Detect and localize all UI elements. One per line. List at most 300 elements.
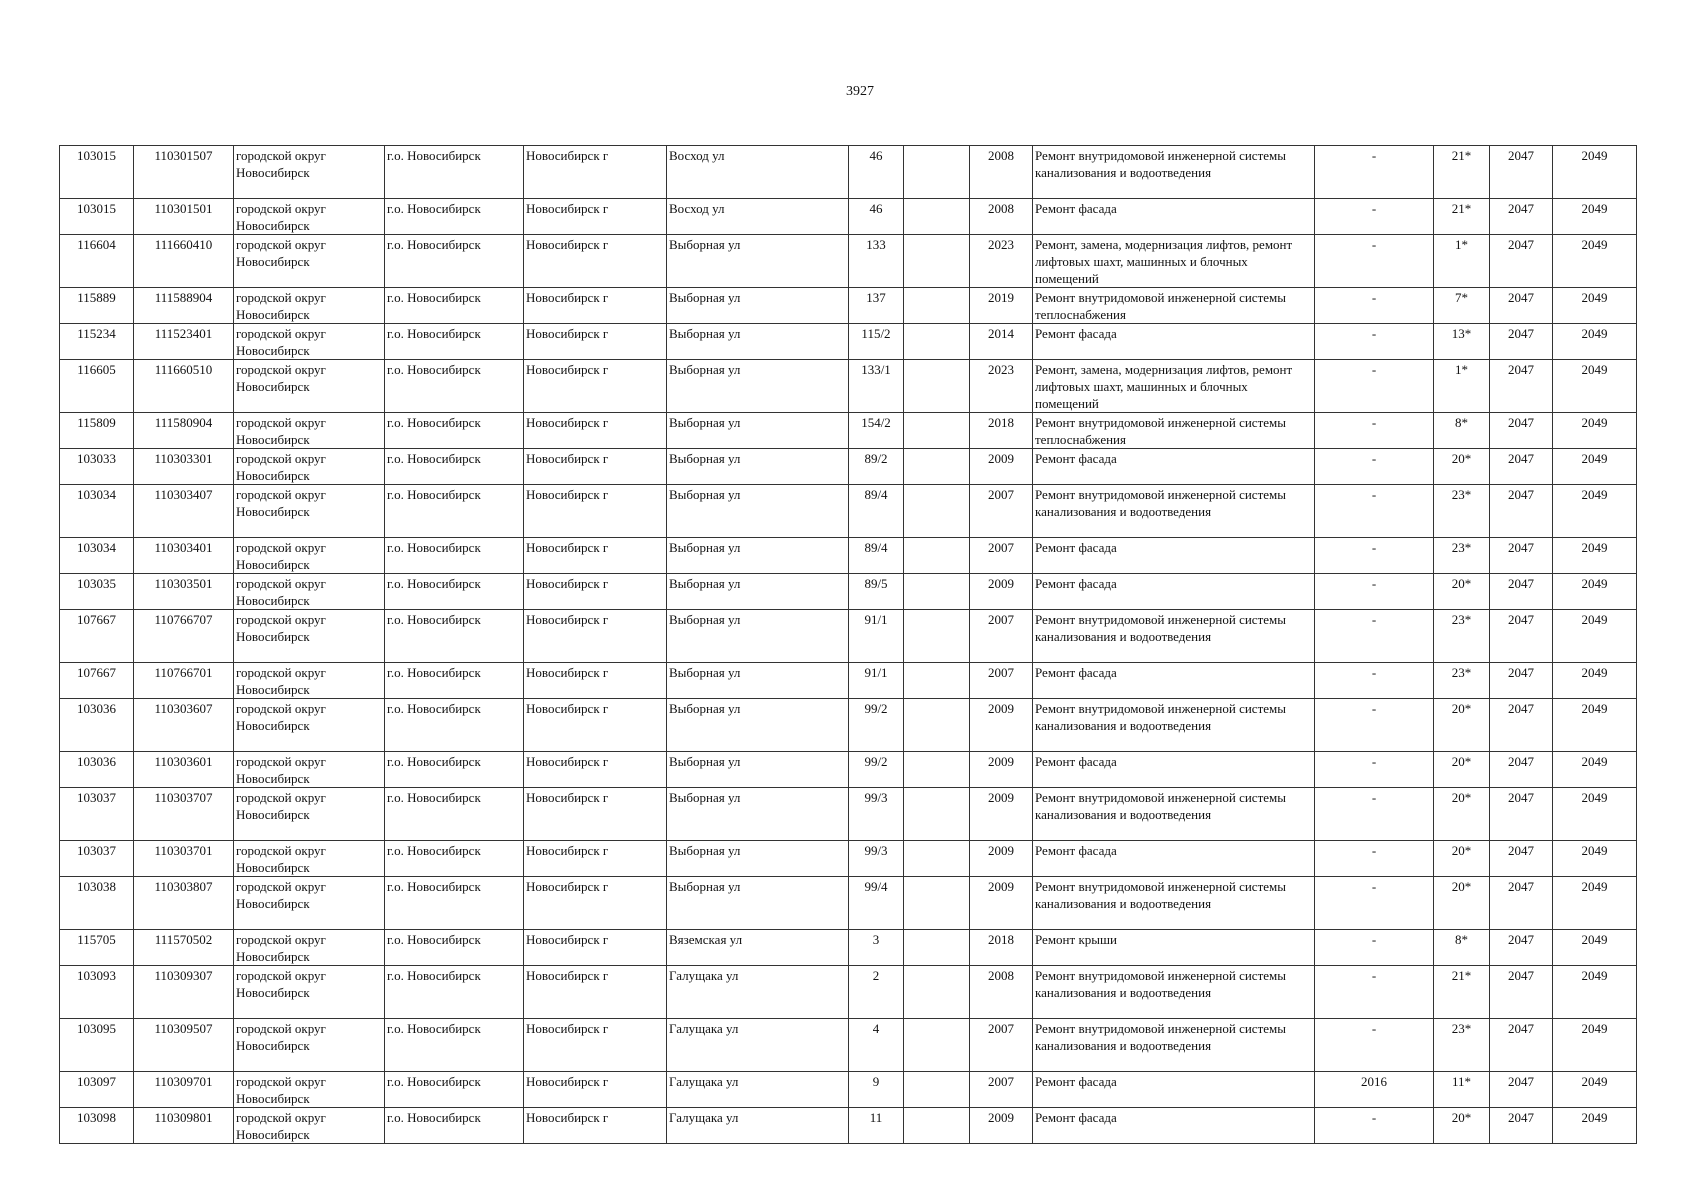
commission-year-cell: 2008 [970,146,1033,199]
settlement-cell: Новосибирск г [524,699,667,752]
wear-cell: 1* [1434,235,1490,288]
plan-start-year-cell: 2047 [1490,877,1553,930]
work-type-cell: Ремонт фасада [1033,449,1315,485]
municipality-cell: г.о. Новосибирск [385,413,524,449]
work-type-cell: Ремонт, замена, модернизация лифтов, ремонт лифтовых шахт, машинных и блочных помещений [1033,235,1315,288]
house-number-cell: 154/2 [849,413,904,449]
building-cell [904,146,970,199]
last-repair-year-cell: - [1315,1019,1434,1072]
work-type-cell: Ремонт внутридомовой инженерной системы теплоснабжения [1033,288,1315,324]
table-body [60,146,1637,1144]
district-cell: городской округ Новосибирск [234,413,385,449]
street-cell: Выборная ул [667,610,849,663]
house-number-cell: 99/2 [849,752,904,788]
house-id-cell: 103036 [60,752,134,788]
commission-year-cell: 2009 [970,1108,1033,1144]
municipality-cell: г.о. Новосибирск [385,199,524,235]
work-code-cell: 110303401 [134,538,234,574]
plan-end-year-cell: 2049 [1553,699,1637,752]
settlement-cell: Новосибирск г [524,841,667,877]
last-repair-year-cell: - [1315,360,1434,413]
settlement-cell: Новосибирск г [524,1108,667,1144]
municipality-cell: г.о. Новосибирск [385,930,524,966]
settlement-cell: Новосибирск г [524,1019,667,1072]
commission-year-cell: 2007 [970,1019,1033,1072]
table-row [60,413,1637,449]
commission-year-cell: 2007 [970,1072,1033,1108]
plan-end-year-cell: 2049 [1553,146,1637,199]
plan-start-year-cell: 2047 [1490,485,1553,538]
plan-end-year-cell: 2049 [1553,841,1637,877]
commission-year-cell: 2009 [970,699,1033,752]
table-row [60,288,1637,324]
street-cell: Восход ул [667,199,849,235]
house-id-cell: 103038 [60,877,134,930]
house-number-cell: 99/2 [849,699,904,752]
wear-cell: 8* [1434,930,1490,966]
street-cell: Выборная ул [667,288,849,324]
district-cell: городской округ Новосибирск [234,1019,385,1072]
house-id-cell: 103037 [60,788,134,841]
plan-start-year-cell: 2047 [1490,966,1553,1019]
wear-cell: 20* [1434,449,1490,485]
work-code-cell: 110303607 [134,699,234,752]
table-row [60,788,1637,841]
settlement-cell: Новосибирск г [524,360,667,413]
street-cell: Выборная ул [667,699,849,752]
work-type-cell: Ремонт внутридомовой инженерной системы теплоснабжения [1033,413,1315,449]
plan-end-year-cell: 2049 [1553,788,1637,841]
plan-start-year-cell: 2047 [1490,663,1553,699]
building-cell [904,699,970,752]
district-cell: городской округ Новосибирск [234,574,385,610]
street-cell: Выборная ул [667,538,849,574]
table-row [60,1019,1637,1072]
table-row [60,966,1637,1019]
wear-cell: 23* [1434,663,1490,699]
work-type-cell: Ремонт внутридомовой инженерной системы канализования и водоотведения [1033,485,1315,538]
table-row [60,1072,1637,1108]
building-cell [904,324,970,360]
work-code-cell: 111523401 [134,324,234,360]
municipality-cell: г.о. Новосибирск [385,360,524,413]
municipality-cell: г.о. Новосибирск [385,288,524,324]
plan-end-year-cell: 2049 [1553,288,1637,324]
commission-year-cell: 2014 [970,324,1033,360]
work-type-cell: Ремонт фасада [1033,538,1315,574]
table-row [60,199,1637,235]
municipality-cell: г.о. Новосибирск [385,538,524,574]
table-row [60,360,1637,413]
last-repair-year-cell: - [1315,199,1434,235]
settlement-cell: Новосибирск г [524,413,667,449]
commission-year-cell: 2008 [970,199,1033,235]
last-repair-year-cell: - [1315,930,1434,966]
house-number-cell: 137 [849,288,904,324]
house-number-cell: 89/2 [849,449,904,485]
last-repair-year-cell: - [1315,699,1434,752]
plan-start-year-cell: 2047 [1490,699,1553,752]
wear-cell: 21* [1434,199,1490,235]
street-cell: Выборная ул [667,574,849,610]
house-id-cell: 103015 [60,146,134,199]
last-repair-year-cell: - [1315,610,1434,663]
street-cell: Выборная ул [667,788,849,841]
plan-start-year-cell: 2047 [1490,841,1553,877]
plan-end-year-cell: 2049 [1553,1108,1637,1144]
table-row [60,538,1637,574]
wear-cell: 23* [1434,538,1490,574]
wear-cell: 13* [1434,324,1490,360]
work-type-cell: Ремонт внутридомовой инженерной системы канализования и водоотведения [1033,699,1315,752]
house-number-cell: 89/5 [849,574,904,610]
street-cell: Выборная ул [667,485,849,538]
table-row [60,574,1637,610]
wear-cell: 1* [1434,360,1490,413]
district-cell: городской округ Новосибирск [234,235,385,288]
repair-registry-table [59,145,1637,1144]
last-repair-year-cell: - [1315,538,1434,574]
last-repair-year-cell: - [1315,449,1434,485]
plan-end-year-cell: 2049 [1553,663,1637,699]
wear-cell: 11* [1434,1072,1490,1108]
district-cell: городской округ Новосибирск [234,1108,385,1144]
street-cell: Выборная ул [667,663,849,699]
building-cell [904,930,970,966]
building-cell [904,788,970,841]
work-type-cell: Ремонт фасада [1033,1072,1315,1108]
commission-year-cell: 2018 [970,930,1033,966]
plan-end-year-cell: 2049 [1553,324,1637,360]
plan-end-year-cell: 2049 [1553,966,1637,1019]
street-cell: Галущака ул [667,1108,849,1144]
building-cell [904,485,970,538]
district-cell: городской округ Новосибирск [234,699,385,752]
commission-year-cell: 2018 [970,413,1033,449]
plan-start-year-cell: 2047 [1490,930,1553,966]
work-type-cell: Ремонт фасада [1033,199,1315,235]
table-row [60,485,1637,538]
house-number-cell: 46 [849,146,904,199]
last-repair-year-cell: - [1315,324,1434,360]
settlement-cell: Новосибирск г [524,1072,667,1108]
building-cell [904,752,970,788]
municipality-cell: г.о. Новосибирск [385,235,524,288]
settlement-cell: Новосибирск г [524,930,667,966]
wear-cell: 21* [1434,966,1490,1019]
building-cell [904,199,970,235]
building-cell [904,235,970,288]
work-type-cell: Ремонт внутридомовой инженерной системы канализования и водоотведения [1033,788,1315,841]
building-cell [904,663,970,699]
table-row [60,752,1637,788]
settlement-cell: Новосибирск г [524,146,667,199]
plan-start-year-cell: 2047 [1490,235,1553,288]
settlement-cell: Новосибирск г [524,235,667,288]
municipality-cell: г.о. Новосибирск [385,752,524,788]
house-id-cell: 103037 [60,841,134,877]
commission-year-cell: 2023 [970,360,1033,413]
house-number-cell: 11 [849,1108,904,1144]
municipality-cell: г.о. Новосибирск [385,449,524,485]
district-cell: городской округ Новосибирск [234,788,385,841]
street-cell: Галущака ул [667,966,849,1019]
settlement-cell: Новосибирск г [524,610,667,663]
commission-year-cell: 2007 [970,663,1033,699]
wear-cell: 21* [1434,146,1490,199]
table-row [60,1108,1637,1144]
plan-start-year-cell: 2047 [1490,574,1553,610]
house-id-cell: 103098 [60,1108,134,1144]
settlement-cell: Новосибирск г [524,288,667,324]
last-repair-year-cell: - [1315,966,1434,1019]
settlement-cell: Новосибирск г [524,538,667,574]
work-type-cell: Ремонт внутридомовой инженерной системы канализования и водоотведения [1033,146,1315,199]
house-number-cell: 99/4 [849,877,904,930]
table-row [60,877,1637,930]
work-code-cell: 110303701 [134,841,234,877]
street-cell: Выборная ул [667,235,849,288]
settlement-cell: Новосибирск г [524,199,667,235]
building-cell [904,610,970,663]
plan-start-year-cell: 2047 [1490,752,1553,788]
table-row [60,663,1637,699]
house-id-cell: 103093 [60,966,134,1019]
work-code-cell: 110303601 [134,752,234,788]
settlement-cell: Новосибирск г [524,574,667,610]
plan-start-year-cell: 2047 [1490,288,1553,324]
settlement-cell: Новосибирск г [524,966,667,1019]
work-code-cell: 110303501 [134,574,234,610]
commission-year-cell: 2007 [970,538,1033,574]
settlement-cell: Новосибирск г [524,877,667,930]
street-cell: Выборная ул [667,324,849,360]
work-type-cell: Ремонт внутридомовой инженерной системы канализования и водоотведения [1033,877,1315,930]
work-type-cell: Ремонт фасада [1033,841,1315,877]
work-code-cell: 110766707 [134,610,234,663]
last-repair-year-cell: - [1315,235,1434,288]
house-number-cell: 89/4 [849,538,904,574]
district-cell: городской округ Новосибирск [234,485,385,538]
street-cell: Выборная ул [667,877,849,930]
settlement-cell: Новосибирск г [524,663,667,699]
work-code-cell: 111588904 [134,288,234,324]
plan-end-year-cell: 2049 [1553,930,1637,966]
settlement-cell: Новосибирск г [524,324,667,360]
last-repair-year-cell: - [1315,877,1434,930]
municipality-cell: г.о. Новосибирск [385,1108,524,1144]
work-type-cell: Ремонт фасада [1033,752,1315,788]
street-cell: Выборная ул [667,449,849,485]
building-cell [904,841,970,877]
table-row [60,930,1637,966]
house-id-cell: 103033 [60,449,134,485]
work-code-cell: 111660410 [134,235,234,288]
district-cell: городской округ Новосибирск [234,146,385,199]
building-cell [904,449,970,485]
house-id-cell: 103035 [60,574,134,610]
district-cell: городской округ Новосибирск [234,360,385,413]
building-cell [904,1072,970,1108]
house-number-cell: 4 [849,1019,904,1072]
work-code-cell: 110309801 [134,1108,234,1144]
last-repair-year-cell: - [1315,663,1434,699]
building-cell [904,288,970,324]
house-id-cell: 116605 [60,360,134,413]
last-repair-year-cell: 2016 [1315,1072,1434,1108]
district-cell: городской округ Новосибирск [234,324,385,360]
plan-start-year-cell: 2047 [1490,538,1553,574]
plan-start-year-cell: 2047 [1490,146,1553,199]
wear-cell: 7* [1434,288,1490,324]
plan-start-year-cell: 2047 [1490,610,1553,663]
house-id-cell: 103034 [60,485,134,538]
wear-cell: 23* [1434,485,1490,538]
wear-cell: 23* [1434,610,1490,663]
work-type-cell: Ремонт, замена, модернизация лифтов, ремонт лифтовых шахт, машинных и блочных помещений [1033,360,1315,413]
work-code-cell: 111660510 [134,360,234,413]
work-type-cell: Ремонт внутридомовой инженерной системы канализования и водоотведения [1033,1019,1315,1072]
building-cell [904,1019,970,1072]
plan-end-year-cell: 2049 [1553,199,1637,235]
district-cell: городской округ Новосибирск [234,663,385,699]
building-cell [904,538,970,574]
settlement-cell: Новосибирск г [524,485,667,538]
work-code-cell: 110303301 [134,449,234,485]
table-row [60,610,1637,663]
house-number-cell: 89/4 [849,485,904,538]
work-code-cell: 110301501 [134,199,234,235]
plan-end-year-cell: 2049 [1553,485,1637,538]
district-cell: городской округ Новосибирск [234,930,385,966]
district-cell: городской округ Новосибирск [234,288,385,324]
commission-year-cell: 2019 [970,288,1033,324]
municipality-cell: г.о. Новосибирск [385,699,524,752]
street-cell: Выборная ул [667,752,849,788]
district-cell: городской округ Новосибирск [234,841,385,877]
plan-end-year-cell: 2049 [1553,360,1637,413]
commission-year-cell: 2007 [970,610,1033,663]
table-row [60,146,1637,199]
house-id-cell: 107667 [60,663,134,699]
work-code-cell: 110303807 [134,877,234,930]
table-row [60,699,1637,752]
district-cell: городской округ Новосибирск [234,877,385,930]
street-cell: Выборная ул [667,413,849,449]
last-repair-year-cell: - [1315,574,1434,610]
commission-year-cell: 2009 [970,877,1033,930]
municipality-cell: г.о. Новосибирск [385,146,524,199]
street-cell: Вяземская ул [667,930,849,966]
work-code-cell: 110309701 [134,1072,234,1108]
commission-year-cell: 2007 [970,485,1033,538]
page-number: 3927 [846,84,874,99]
work-code-cell: 110766701 [134,663,234,699]
house-number-cell: 133/1 [849,360,904,413]
district-cell: городской округ Новосибирск [234,449,385,485]
settlement-cell: Новосибирск г [524,752,667,788]
work-type-cell: Ремонт крыши [1033,930,1315,966]
building-cell [904,413,970,449]
building-cell [904,1108,970,1144]
commission-year-cell: 2009 [970,449,1033,485]
house-id-cell: 103095 [60,1019,134,1072]
municipality-cell: г.о. Новосибирск [385,1072,524,1108]
table-row [60,841,1637,877]
building-cell [904,877,970,930]
house-number-cell: 91/1 [849,610,904,663]
work-code-cell: 111570502 [134,930,234,966]
plan-start-year-cell: 2047 [1490,199,1553,235]
wear-cell: 20* [1434,788,1490,841]
table-row [60,235,1637,288]
work-code-cell: 110309307 [134,966,234,1019]
commission-year-cell: 2023 [970,235,1033,288]
plan-end-year-cell: 2049 [1553,449,1637,485]
house-number-cell: 133 [849,235,904,288]
house-id-cell: 115889 [60,288,134,324]
settlement-cell: Новосибирск г [524,449,667,485]
street-cell: Галущака ул [667,1072,849,1108]
municipality-cell: г.о. Новосибирск [385,1019,524,1072]
plan-end-year-cell: 2049 [1553,538,1637,574]
plan-end-year-cell: 2049 [1553,1072,1637,1108]
work-code-cell: 110301507 [134,146,234,199]
district-cell: городской округ Новосибирск [234,610,385,663]
plan-start-year-cell: 2047 [1490,1108,1553,1144]
house-id-cell: 103036 [60,699,134,752]
plan-end-year-cell: 2049 [1553,752,1637,788]
last-repair-year-cell: - [1315,1108,1434,1144]
wear-cell: 20* [1434,841,1490,877]
plan-start-year-cell: 2047 [1490,449,1553,485]
last-repair-year-cell: - [1315,413,1434,449]
wear-cell: 20* [1434,699,1490,752]
commission-year-cell: 2008 [970,966,1033,1019]
municipality-cell: г.о. Новосибирск [385,966,524,1019]
street-cell: Выборная ул [667,841,849,877]
work-code-cell: 110309507 [134,1019,234,1072]
work-type-cell: Ремонт фасада [1033,663,1315,699]
commission-year-cell: 2009 [970,574,1033,610]
house-number-cell: 9 [849,1072,904,1108]
plan-start-year-cell: 2047 [1490,788,1553,841]
work-type-cell: Ремонт фасада [1033,574,1315,610]
house-id-cell: 107667 [60,610,134,663]
district-cell: городской округ Новосибирск [234,1072,385,1108]
house-number-cell: 3 [849,930,904,966]
wear-cell: 20* [1434,877,1490,930]
plan-end-year-cell: 2049 [1553,235,1637,288]
plan-start-year-cell: 2047 [1490,1072,1553,1108]
work-code-cell: 111580904 [134,413,234,449]
house-id-cell: 103015 [60,199,134,235]
street-cell: Восход ул [667,146,849,199]
district-cell: городской округ Новосибирск [234,966,385,1019]
wear-cell: 20* [1434,752,1490,788]
commission-year-cell: 2009 [970,752,1033,788]
building-cell [904,360,970,413]
plan-end-year-cell: 2049 [1553,877,1637,930]
last-repair-year-cell: - [1315,841,1434,877]
commission-year-cell: 2009 [970,788,1033,841]
table-row [60,449,1637,485]
last-repair-year-cell: - [1315,146,1434,199]
work-type-cell: Ремонт внутридомовой инженерной системы канализования и водоотведения [1033,610,1315,663]
district-cell: городской округ Новосибирск [234,752,385,788]
municipality-cell: г.о. Новосибирск [385,788,524,841]
municipality-cell: г.о. Новосибирск [385,324,524,360]
